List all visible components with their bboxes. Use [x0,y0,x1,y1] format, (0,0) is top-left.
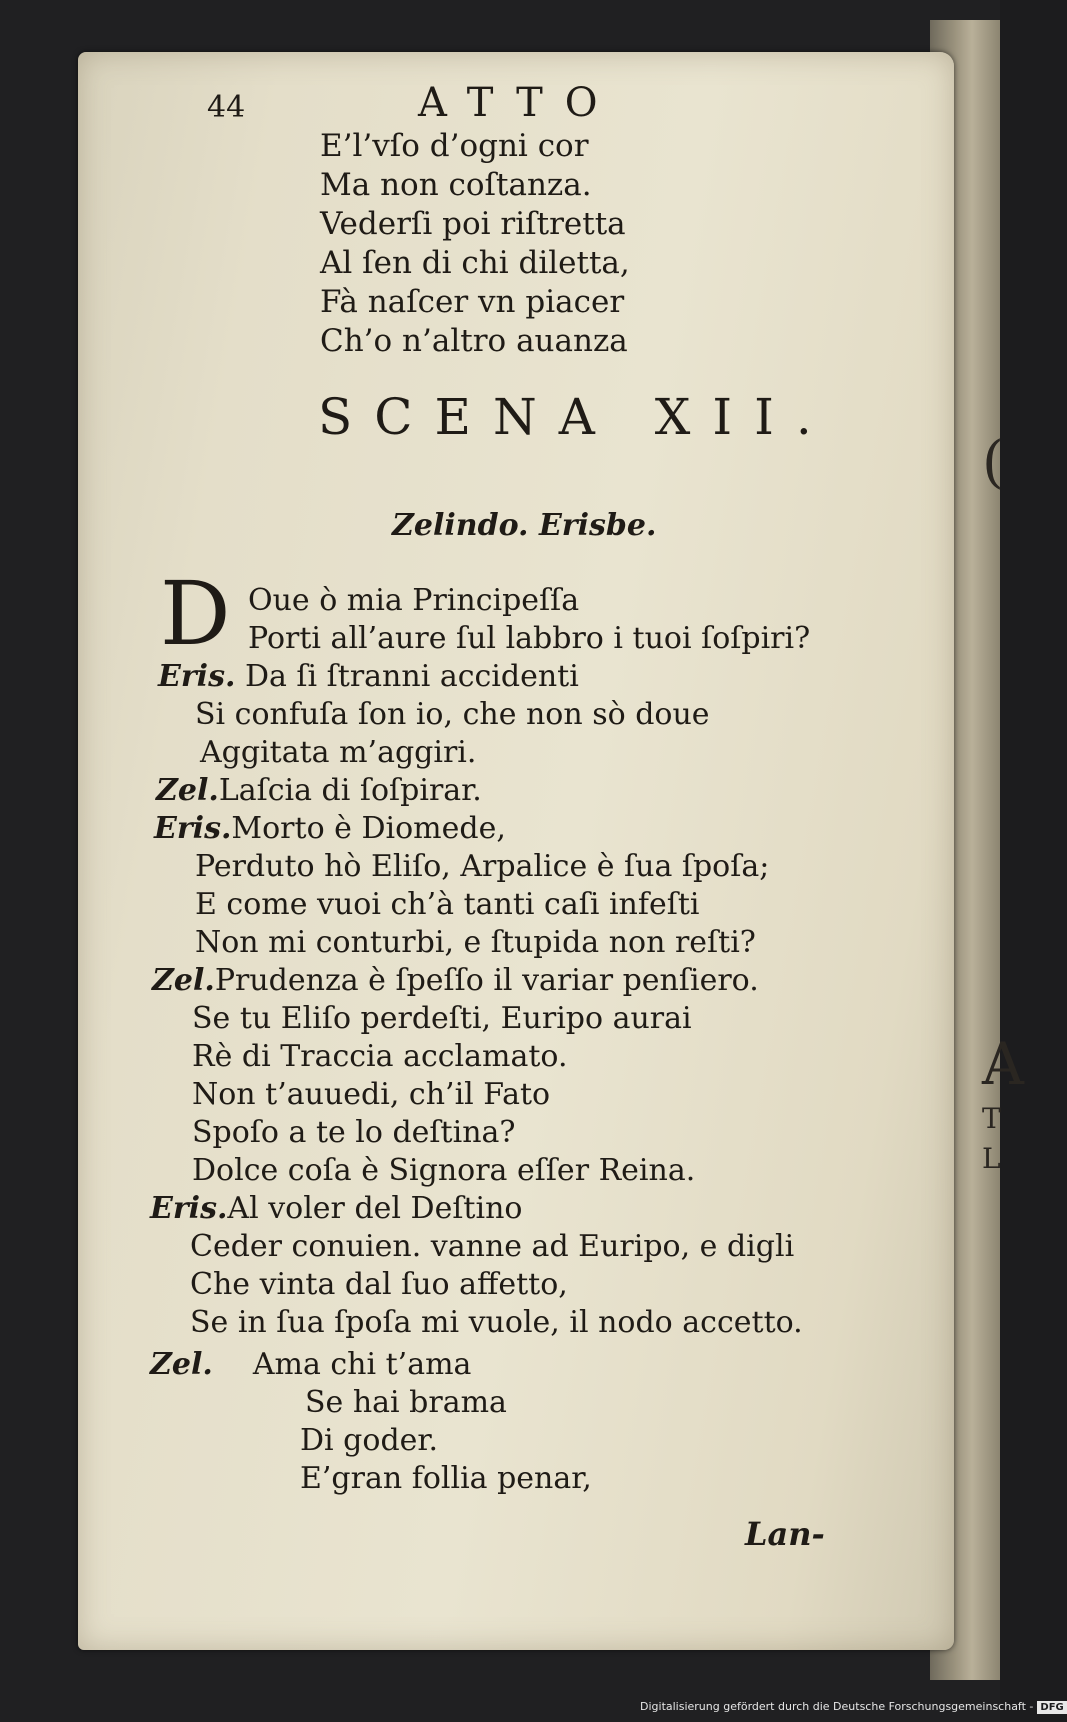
dialogue-line [154,811,506,846]
dialogue-line [195,697,710,732]
dialogue-line [300,1461,592,1496]
scene-characters: Zelindo. Erisbe. [392,508,657,543]
dialogue-text: Prudenza è ſpeſſo il variar penſiero. [214,963,759,998]
speaker-label: Eris. [154,811,232,846]
verse-line: Ch’o n’altro auanza [320,323,628,359]
dialogue-line [190,1229,794,1264]
dialogue-line [192,1001,692,1036]
dialogue-line [192,1153,695,1188]
dialogue-line [248,621,810,656]
dialogue-text: Ama chi t’ama [252,1347,472,1382]
dialogue-line [192,1039,568,1074]
dialogue-text: Porti all’aure ſul labbro i tuoi ſoſpiri? [248,621,811,656]
dialogue-text: Rè di Traccia acclamato. [192,1039,568,1074]
page-number: 44 [207,90,246,125]
dialogue-text: Se in ſua ſpoſa mi vuole, il nodo accetto. [190,1305,803,1340]
digitization-credit [640,1700,1064,1718]
dialogue-line [305,1385,507,1420]
dialogue-line [158,659,579,694]
dialogue-text: Che vinta dal ſuo affetto, [190,1267,568,1302]
speaker-label: Eris. [158,659,236,694]
edge-glyph: ( [982,430,1004,495]
dfg-logo: DFG [1037,1701,1066,1714]
running-title: ATTO [418,80,620,126]
dialogue-text: Al voler del Deſtino [227,1191,523,1226]
dialogue-text: Oue ò mia Principeſſa [248,583,580,618]
dialogue-line [248,583,579,618]
dialogue-text: Di goder. [300,1423,438,1458]
drop-cap: D [160,562,231,665]
dialogue-text: Perduto hò Eliſo, Arpalice è ſua ſpoſa; [195,849,770,884]
dialogue-line [192,1077,550,1112]
speaker-label: Eris. [150,1191,228,1226]
dialogue-line [195,887,699,922]
dialogue-line [152,963,759,998]
dialogue-line [192,1115,515,1150]
dialogue-text: Non t’auuedi, ch’il Fato [192,1077,551,1112]
speaker-label: Zel. [152,963,215,998]
verse-line: Al ſen di chi diletta, [320,245,630,281]
verse-line: Ma non coſtanza. [320,167,592,203]
dialogue-text: E come vuoi ch’à tanti caſi infeſti [195,887,700,922]
dialogue-text: Se hai brama [305,1385,507,1420]
dialogue-text: Si confuſa ſon io, che non sò doue [195,697,710,732]
speaker-label: Zel. [156,773,219,808]
dialogue-text: Se tu Eliſo perdeſti, Euripo aurai [192,1001,692,1036]
dialogue-text: Spoſo a te lo deſtina? [192,1115,516,1150]
dialogue-line [300,1423,438,1458]
edge-glyph: A [982,1030,1024,1098]
speaker-label: Zel. [150,1347,213,1382]
dialogue-text: E’gran follia penar, [300,1461,592,1496]
edge-glyph: L [982,1142,1001,1175]
verse-line: E’l’vſo d’ogni cor [320,128,589,164]
dialogue-line [195,849,769,884]
dialogue-text: Aggitata m’aggiri. [200,735,477,770]
dialogue-text: Dolce coſa è Signora eſſer Reina. [192,1153,696,1188]
dialogue-text: Non mi conturbi, e ſtupida non reſti? [195,925,756,960]
dialogue-text: Morto è Diomede, [231,811,506,846]
dialogue-text: Ceder conuien. vanne ad Euripo, e digli [190,1229,795,1264]
verse-line: Vederſi poi riſtretta [320,206,626,242]
verse-line: Fà naſcer vn piacer [320,284,625,320]
dialogue-text: Da ſi ſtranni accidenti [244,659,579,694]
credit-text: Digitalisierung gefördert durch die Deutsche Forschungsgemeinschaft - [640,1700,1034,1713]
dialogue-line [150,1347,471,1382]
dialogue-text: Laſcia di ſoſpirar. [218,773,482,808]
catchword: Lan- [745,1515,825,1553]
dialogue-line [190,1305,803,1340]
edge-glyph: T [982,1102,1001,1135]
dialogue-line [150,1191,522,1226]
dialogue-line [195,925,756,960]
dialogue-line [156,773,482,808]
scene-title: SCENA XII. [318,388,834,446]
dialogue-line [190,1267,568,1302]
dialogue-line [200,735,476,770]
